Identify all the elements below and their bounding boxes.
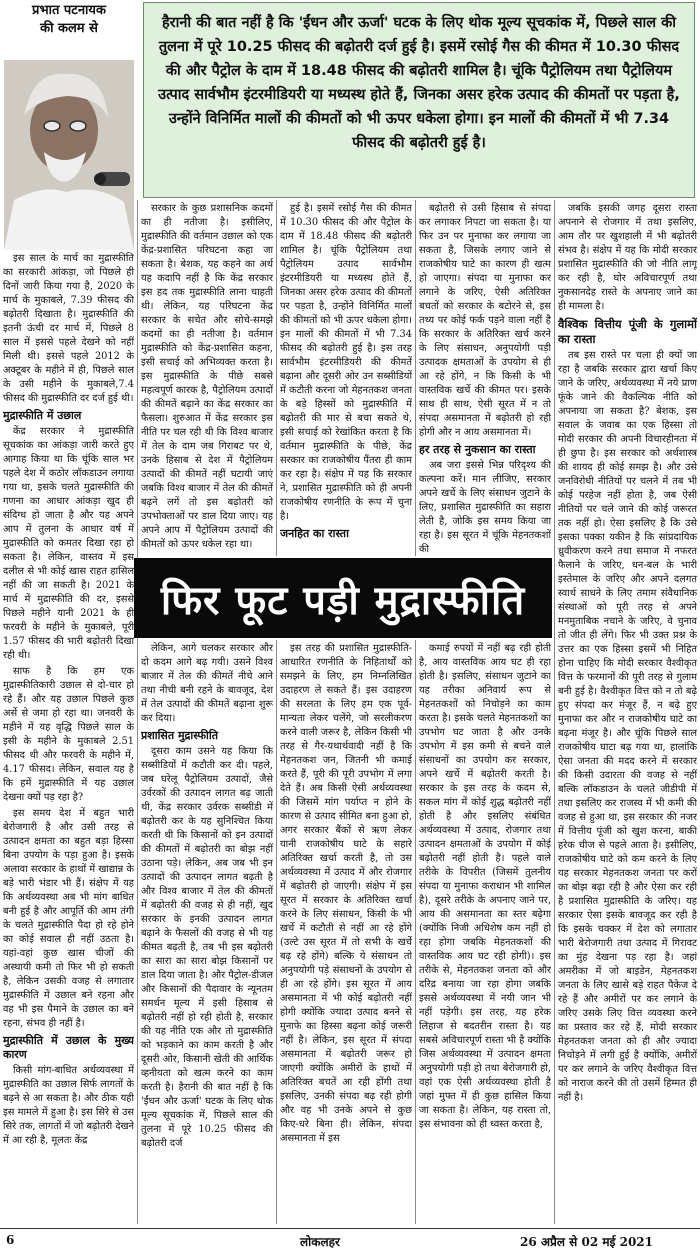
column-divider [137, 200, 138, 1224]
column-divider [276, 640, 277, 1224]
issue-date: 26 अप्रैल से 02 मई 2021 [520, 1235, 653, 1249]
column-divider [415, 200, 416, 556]
subheading: मुद्रास्फीति में उछाल के मुख्य कारण [3, 1034, 134, 1061]
author-byline [4, 2, 134, 60]
paragraph: अब जरा इससे भिन्न परिदृश्य की कल्पना करें। मान लीजिए, सरकार अपने खर्चे के लिए संसाधन जुटाने के लिए, प्रशासित मुद्रास्फीति का सहारा लेती है, जोकि इस समय किया जा रहा है। इस सूरत में चूंकि मेहनतकशों की [419, 460, 551, 554]
headline-banner: फिर फूट पड़ी मुद्रास्फीति [134, 558, 552, 638]
subheading: मुद्रास्फीति में उछाल [3, 409, 82, 422]
paragraph: किसी मांग-बाधित अर्थव्यवस्था में मुद्रास्फीति का उछाल सिर्फ लागतों के बढ़ने से आ सकता है। और ठीक यही इस मामले में हुआ है। इस सिरे से उस सिरे तक, लागतों में जो बढ़ोतरी देखने में आ रही है, मूलतः केंद्र [3, 1065, 134, 1146]
pull-quote: हैरानी की बात नहीं है कि 'ईंधन और ऊर्जा' घटक के लिए थोक मूल्य सूचकांक में, पिछले साल की तुलना में पूरे 10.25 फीसद की बढ़ोतरी दर्ज हुई है। इसमें रसोई गैस की कीमत में 10.30 फीसद की और पैट्रोल के दाम में 18.48 फीसद की बढ़ोतरी शामिल है। चूंकि पैट्रोलियम तथा पैट्रोलियम उत्पाद सार्वभौम इंटरमीडियरी या मध्यस्थ होते हैं, जिनका असर हरेक उत्पाद की कीमतों पर पड़ता है, उन्होंने विनिर्मित मालों की कीमतों को भी ऊपर धकेला होगा। इन मालों की कीमतों में भी 7.34 फीसद की बढ़ोतरी हुई है। [143, 2, 695, 198]
paragraph: इस तरह की प्रशासित मुद्रास्फीति-आधारित रणनीति के निहितार्थों को समझने के लिए, हम निम्नलिखित उदाहरण ले सकते हैं। इस उदाहरण की सरलता के लिए हम एक पूर्व-मान्यता लेकर चलेंगे, जो सरलीकरण करने वाली जरूर है, लेकिन किसी भी तरह से गैर-यथार्थवादी नहीं है कि मेहनतकश जन, जितनी भी कमाई करते हैं, पूरी की पूरी उपभोग में लगा देते हैं। अब किसी ऐसी अर्थव्यवस्था की जिसमें मांग पर्याप्त न होने के कारण से उत्पाद सीमित बना हुआ हो, अगर सरकार बैंकों से ऋण लेकर यानी राजकोषीय घाटे के सहारे अतिरिक्त खर्चा करती है, तो उस अर्थव्यवस्था में उत्पाद में और रोजगार में बढ़ोतरी हो जाएगी। संक्षेप में इस सूरत में सरकार के अतिरिक्त खर्चा करने के लिए संसाधन, किसी के भी खर्चे में कटौती से नहीं आ रहे होंगे (उल्टे उस सूरत में तो सभी के खर्चे बढ़ रहे होंगे) बल्कि ये संसाधन तो अनुपयोगी पड़े संसाधनों के उपयोग से ही आ रहे होंगे। इस सूरत में आय असमानता में भी कोई बढ़ोतरी नहीं होगी क्योंकि ज्यादा उत्पाद बनने से मुनाफे का हिस्सा बढ़ना कोई जरूरी नहीं है। लेकिन, इस सूरत में संपदा असमानता में बढ़ोतरी जरूर हो जाएगी क्योंकि अमीरों के हाथों में अतिरिक्त बचतें आ रही होंगी तथा इसलिए, उनकी संपदा बढ़ रही होगी और वह भी उनके अपने से कुछ किए-धरे बिना ही। लेकिन, संपदा असमानता में इस [280, 643, 412, 1144]
paragraph: सरकार के कुछ प्रशासनिक कदमों का ही नतीजा है। इसीलिए, मुद्रास्फीति की वर्तमान उछाल को एक केंद्र-प्रशासित परिघटना कहा जा सकता है। बेशक, यह कहने का अर्थ यह कदापि नहीं है कि केंद्र सरकार इस हद तक मुद्रास्फीति लाना चाहती थी। लेकिन, यह परिघटना केंद्र सरकार के सचेत और सोचे-समझे कदमों का ही नतीजा है। वर्तमान मुद्रास्फीति को केंद्र-प्रशासित कहना, इसी सचाई को अभिव्यक्त करता है। इस मुद्रास्फीति के पीछे सबसे महत्वपूर्ण कारक है, पैट्रोलियम उत्पादों की कीमतें बढ़ाने का केंद्र सरकार का फैसला। शुरुआत में केंद्र सरकार इस नीति पर चल रही थी कि विश्व बाजार में तेल के दाम जब गिराबट पर थे, उनके हिसाब से देश में पैट्रोलियम उत्पादों की कीमतें नहीं घटायी जाएं जबकि विश्व बाजार में तेल की कीमतें बढ़ने लगें तो इस बढ़ोतरी को उपभोक्ताओं पर डाल दिया जाए। यह अपने आप में पैट्रोलियम उत्पादों की कीमतों को ऊपर धकेल रहा था। [141, 203, 273, 550]
publication-name: लोकलहर [300, 1235, 340, 1249]
right-column [558, 202, 697, 1224]
author-name: प्रभात पटनायक [32, 3, 106, 18]
page-footer [0, 1228, 700, 1250]
subheading: हर तरह से नुकसान का रास्ता [419, 443, 536, 456]
paragraph: साफ है कि हम एक मुद्रास्फीतिकारी उछाल से दो-चार हो रहे हैं। और यह उछाल पिछले कुछ अर्से से जमा हो रहा था। जनवरी के महीने में यह वृद्धि पिछले साल के इसी के महीने के मुकाबले 2.51 फीसद थी और फरवरी के महीने में, 4.17 फीसद। लेकिन, सवाल यह है कि हमें मुद्रास्फीति में यह उछाल देखना क्यों पड़ रहा है? [3, 666, 134, 803]
paragraph: हुई है। इसमें रसोई गैस की कीमत में 10.30 फीसद की और पैट्रोल के दाम में 18.48 फीसद की बढ़ोतरी शामिल है। चूंकि पैट्रोलियम तथा पैट्रोलियम उत्पाद सार्वभौम इंटरमीडियरी या मध्यस्थ होते हैं, जिनका असर हरेक उत्पाद की कीमतों पर पड़ता है, उन्होंने विनिर्मित मालों की कीमतों को भी ऊपर धकेला होगा। इन मालों की कीमतों में भी 7.34 फीसद की बढ़ोतरी हुई है। इस तरह सार्वभौम इंटरमीडियरी की कीमतें बढ़ाना और दूसरी ओर उन सब्सीडियों में कटौती करना जो मेहनतकश जनता के बड़े हिस्सों को मुद्रास्फीति में बढ़ोतरी की मार से बचा सकते थे, इसी सचाई को रेखांकित करता है कि वर्तमान मुद्रास्फीति के पीछे, केंद्र सरकार का राजकोषीय पैंतरा ही काम कर रहा है। संक्षेप में यह कि सरकार ने, प्रशासित मुद्रास्फीति को ही अपनी राजकोषीय रणनीति के रूप में चुना है। [280, 203, 412, 522]
column-divider [276, 200, 277, 556]
upper-column-4 [419, 202, 551, 554]
paragraph: केंद्र सरकार ने मुद्रास्फीति सूचकांक का आंकड़ा जारी करते हुए आगाह किया था कि चूंकि साल भर पहले देश में कठोर लॉकडाउन लगाया गया था, इसके चलते मुद्रास्फीति की गणना का आधार आंकड़ा खुद ही संदिग्ध हो जाता है और यह अपने आप में तुलना के आधार वर्ष में मुद्रास्फीति को कमतर दिखा रहा हो सकता है। लेकिन, वास्तव में इस दलील से भी कोई खास राहत हासिल नहीं की जा सकती है। 2021 के मार्च में मुद्रास्फीति की दर, इससे पिछले महीने यानी 2021 के ही फरवरी के महीने के मुकाबले, पूरी 1.57 फीसद की भारी बढ़ोतरी दिखा रही थी। [3, 426, 134, 661]
paragraph: जबकि इसकी जगह दूसरा रास्ता अपनाने से रोजगार में तथा इसलिए, आम तौर पर खुशहाली में भी बढ़ोतरी संभव है। संक्षेप में यह कि मोदी सरकार प्रशासित मुद्रास्फीति की जो नीति लागू कर रही है, घोर अविचारपूर्ण तथा नुकसानदेह रास्ते के अपनाए जाने का ही मामला है। [558, 203, 697, 312]
left-column [3, 252, 134, 1224]
paragraph: तब इस रास्ते पर चला ही क्यों जा रहा है जबकि सरकार द्वारा खर्चा किए जाने के जरिए, अर्थव्यवस्था में नये प्राण फूंके जाने की वैकल्पिक नीति को अपनाया जा सकता है? बेशक, इस सवाल के जवाब का एक हिस्सा तो मोदी सरकार की अपनी विचारहीनता में ही छुपा है। इस सरकार को अर्थशास्त्र की शायद ही कोई समझ है। और उसे जनविरोधी नीतियों पर चलने में तब भी कोई परहेज नहीं होता है, जब ऐसी नीतियों पर चले जाने की कोई जरूरत तक नहीं हो। ऐसा इसलिए है कि उसे इसका पक्का यकीन है कि सांप्रदायिक ध्रुवीकरण करने तथा समाज में नफरत फैलाने के जरिए, धन-बल के भारी इस्तेमाल के जरिए और अपने दलगत स्वार्थ साधने के लिए तमाम संवैधानिक संस्थाओं को पूरी तरह से अपने मनमुताबिक नचाने के जरिए, वे चुनाव तो जीत ही लेंगे। फिर भी उक्त प्रश्न के उत्तर का एक हिस्सा इसमें भी निहित होना चाहिए कि मोदी सरकार वैश्वीकृत वित्त के फरमानों की पूरी तरह से गुलाम बनी हुई है। वैश्वीकृत वित्त को न तो बढ़े हुए संपदा कर मंजूर हैं, न बढ़े हुए मुनाफा कर और न राजकोषीय घाटे का बढ़ना मंजूर है। और चूंकि पिछले साल राजकोषीय घाटा बढ़ गया था, हालांकि ऐसा जनता की मदद करने में सरकार की किसी उदारता की वजह से नहीं बल्कि लॉकडाउन के चलते जीडीपी में तथा इसलिए कर राजस्व में भी कमी की वजह से हुआ था, इस सरकार की नजर में वित्तीय पूंजी को खुश करना, बाकी हरेक चीज से पहले आता है। इसीलिए, राजकोषीय घाटे को कम करने के लिए यह सरकार मेहनतकश जनता पर करों का बोझ बढ़ा रही है और ऐसा कर रही है प्रशासित मुद्रास्फीति के जरिए। यह सरकार ऐसा इसके बावजूद कर रही है कि इसके चक्कर में देश को लगातार भारी बेरोजगारी तथा उत्पाद में गिरावट का मुंह देखना पड़ रहा है। जहां अमरीका में जो बाइडेन, मेहनतकश जनता के लिए खासे बड़े राहत पैकेज दे रहे हैं और अमीरों पर कर लगाने के जरिए उसके लिए वित्त व्यवस्था करने का प्रस्ताव कर रहे हैं, मोदी सरकार मेहनतकश जनता को ही और ज्यादा निचोड़ने में लगी हुई है क्योंकि, अमीरों पर कर लगाने के जरिए वैश्वीकृत वित्त को नाराज करने की तो उसमें हिम्मत ही नहीं है। [558, 350, 697, 1103]
paragraph: दूसरा काम उसने यह किया कि सब्सीडियों में कटौती कर दी। पहले, जब घरेलू पैट्रोलियम उत्पादों, जैसे उर्वरकों की उत्पादन लागत बढ़ जाती थी, केंद्र सरकार उर्वरक सब्सीडी में बढ़ोतरी कर के यह सुनिश्चित किया करती थी कि किसानों को इन उत्पादों की कीमतों में बढ़ोतरी का बोझ नहीं उठाना पड़े। लेकिन, अब जब भी इन उत्पादों की उत्पादन लागत बढ़ती है और विश्व बाजार में तेल की कीमतों में बढ़ोतरी की वजह से ही नहीं, खुद सरकार के इनकी उत्पादन लागत बढ़ाने के फैसलों की वजह से भी यह कीमत बढ़ती है, तब भी इस बढ़ोतरी का सारा का सारा बोझ किसानों पर डाल दिया जाता है। और पैट्रोल-डीजल और किसानों की पैदावार के न्यूनतम समर्थन मूल्य में इसी हिसाब से बढ़ोतरी नहीं हो रही होती है, सरकार की यह नीति एक और तो मुद्रास्फीति को भड़काने का काम करती है और दूसरी ओर, किसानी खेती की आर्थिक व्हनीयता को खत्म करने का काम करती है। हैरानी की बात नहीं है कि 'ईंधन और ऊर्जा' घटक के लिए थोक मूल्य सूचकांक में, पिछले साल की तुलना में पूरे 10.25 फीसद की बढ़ोतरी दर्ज [141, 746, 273, 1149]
lower-column-4 [419, 642, 551, 1224]
paragraph: इस साल के मार्च का मुद्रास्फीति का सरकारी आंकड़ा, जो पिछले ही दिनों जारी किया गया है, 2020 के मार्च के मुकाबले, 7.39 फीसद की बढ़ोतरी दिखाता है। मुद्रास्फीति की इतनी ऊंची दर मार्च में, पिछले 8 साल में इससे पहले देखने को नहीं मिली थी। इससे पहले 2012 के अक्टूबर के महीने में ही, पिछले साल के उसी महीने के मुकाबले,7.4 फीसद की मुद्रास्फीति दर दर्ज हुई थी। [3, 253, 134, 404]
column-divider [554, 200, 555, 1224]
paragraph: इस समय देश में बहुत भारी बेरोजगारी है और उसी तरह से उत्पादन क्षमता का बहुत बड़ा हिस्सा बिना उपयोग के पड़ा हुआ है। इसके अलावा सरकार के हाथों में खाद्यान्न के बड़े भारी भंडार भी हैं। संक्षेप में यह कि अर्थव्यवस्था अब भी मांग बाधित बनी हुई है और आपूर्ति की आम तंगी के चलते मुद्रास्फीति पैदा हो रहे होने का कोई सवाल ही नहीं उठता है। यहां-वहां कुछ खास चीजों की अस्थायी कमी तो फिर भी हो सकती है, लेकिन उसकी वजह से लगातार मुद्रास्फीति में उछाल बने रहना और वह भी इस पैमाने के उछाल का बने रहना, संभव ही नहीं है। [3, 808, 134, 1029]
paragraph: बढ़ोतरी से उसी हिसाब से संपदा कर लगाकर निपटा जा सकता है। या फिर उन पर मुनाफा कर लगाया जा सकता है, जिसके लगाए जाने से राजकोषीय घाटे का कारण ही खत्म हो जाएगा। संपदा या मुनाफा कर लगाने के जरिए, ऐसी अतिरिक्त बचतों को सरकार के बटोरने से, इस तथ्य पर कोई फर्क पड़ने वाला नहीं है कि सरकार के अतिरिक्त खर्च करने के लिए संसाधन, अनुपयोगी पड़ी उत्पादक क्षमताओं के उपयोग से ही आ रहे होंगे, न कि किसी के भी वास्तविक खर्चे की कीमत पर। इसके साथ ही साथ, ऐसी सूरत में न तो संपदा असमानता में बढ़ोतरी हो रही होगी और न आय असमानता में। [419, 203, 551, 438]
paragraph: कमाई रुपयों में नहीं बढ़ रही होती है, आय वास्तविक आय घट ही रहा होती है। इसलिए, संसाधन जुटाने का यह तरीका अनिवार्य रूप से मेहनतकशों को निचोड़ने का काम करता है। इसके चलते मेहनतकशों का उपभोग घट जाता है और उनके उपभोग में इस कमी से बचने वाले संसाधनों का उपयोग कर सरकार, अपने खर्चे में बढ़ोतरी करती है। सरकार के इस तरह के कदम से, सकल मांग में कोई शुद्ध बढ़ोतरी नहीं होती है और इसलिए संबंधित अर्थव्यवस्था में उत्पाद, रोजगार तथा उत्पादन क्षमताओं के उपयोग में कोई बढ़ोतरी नहीं होती है। पहले वाले तरीके के विपरीत (जिसमें तुलनीय संपदा या मुनाफा कराधान भी शामिल है), दूसरे तरीके के अपनाए जाने पर, आय की असमानता का स्तर बढ़ेगा (क्योंकि निजी अधिशेष कम नहीं हो रहा होगा जबकि मेहनतकशों की वास्तविक आय घट रही होगी)। इस तरीके से, मेहनतकश जनता को और दरिद्र बनाया जा रहा होगा जबकि इससे अर्थव्यवस्था में नयी जान भी नहीं पड़ेगी। इस तरह, यह हरेक लिहाज से बदतरीन रास्ता है। यह सबसे अविचारपूर्ण रास्ता भी है क्योंकि जिस अर्थव्यवस्था में उत्पादन क्षमता अनुपयोगी पड़ी हो तथा बेरोजगारी हो, वहां एक ऐसी अर्थव्यवस्था होती है जहां मुफ्त में ही कुछ हासिल किया जा सकता है। लेकिन, यह रास्ता तो, इस संभावना को ही ध्वस्त करता है, [419, 643, 551, 1130]
byline-suffix: की कलम से [40, 21, 98, 36]
lower-column-2 [141, 642, 273, 1224]
paragraph: लेकिन, आगे चलकर सरकार और दो कदम आगे बढ़ गयी। उसने विश्व बाजार में तेल की कीमतें नीचे आने तथा नीची बनी रहने के बावजूद, देश में तेल उत्पादों की कीमतें बढ़ाना शुरू कर दिया। [141, 643, 273, 724]
column-divider [415, 640, 416, 1224]
upper-column-3 [280, 202, 412, 554]
subheading: जनहित का रास्ता [280, 527, 349, 540]
upper-column-2 [141, 202, 273, 554]
lower-column-3 [280, 642, 412, 1224]
subheading: वैश्विक वित्तीय पूंजी के गुलामों का रास्ता [558, 317, 697, 346]
subheading: प्रशासित मुद्रास्फीति [141, 729, 218, 742]
author-photo [4, 60, 134, 250]
page-number: 6 [6, 1233, 15, 1247]
